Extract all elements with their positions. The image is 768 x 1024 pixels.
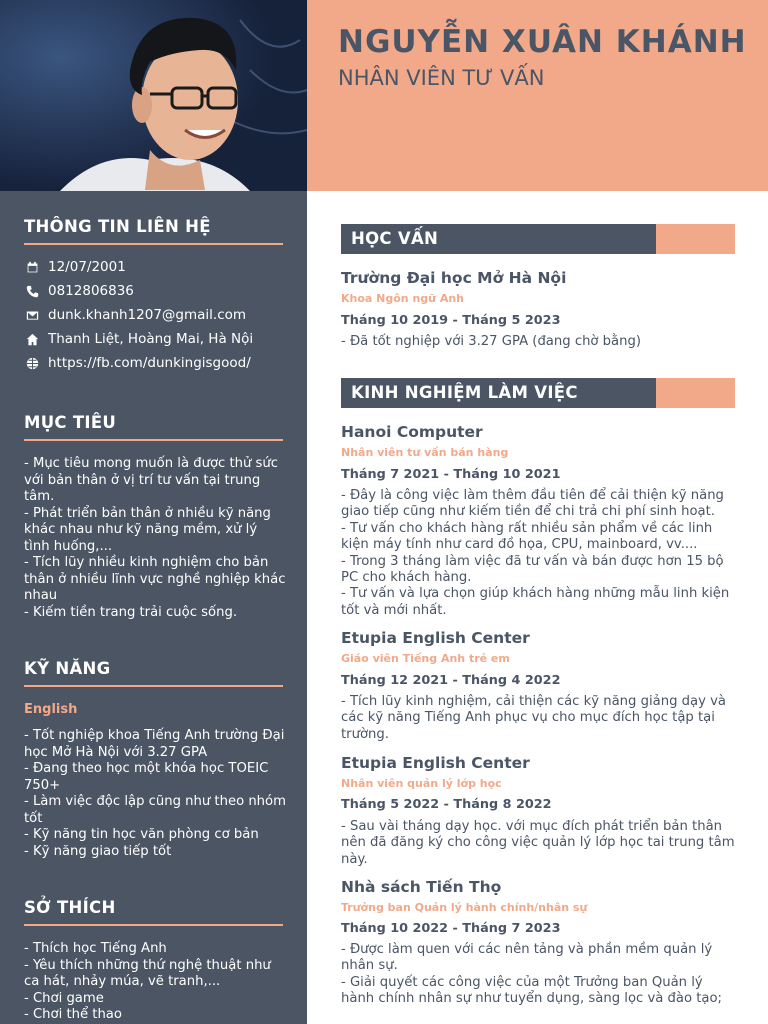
job-period: Tháng 5 2022 - Tháng 8 2022: [341, 797, 552, 812]
job-org: Nhà sách Tiến Thọ: [341, 878, 502, 896]
education-period: Tháng 10 2019 - Tháng 5 2023: [341, 313, 561, 328]
job-position: Nhân viên tư vấn bán hàng: [341, 446, 509, 459]
candidate-role: NHÂN VIÊN TƯ VẤN: [338, 66, 545, 90]
education-line: - Đã tốt nghiệp với 3.27 GPA (đang chờ bằng): [341, 334, 642, 349]
skill-line: - Làm việc độc lập cũng như theo nhóm tốt: [24, 794, 286, 826]
job-org: Hanoi Computer: [341, 423, 483, 441]
job-line: - Tư vấn cho khách hàng rất nhiều sản phẩm về các linh kiện máy tính như card đồ họa, CPU, mainboard, vv....: [341, 520, 713, 553]
objective-line: - Tích lũy nhiều kinh nghiệm cho bản thân ở nhiều lĩnh vực nghề nghiệp khác nhau: [24, 555, 286, 603]
skill-line: - Tốt nghiệp khoa Tiếng Anh trường Đại học Mở Hà Nội với 3.27 GPA: [24, 728, 285, 760]
education-faculty: Khoa Ngôn ngữ Anh: [341, 292, 465, 305]
experience-header-accent: [656, 378, 735, 408]
contact-divider: [24, 243, 283, 245]
skill-line: - Đang theo học một khóa học TOEIC 750+: [24, 761, 269, 793]
job-desc: [341, 942, 736, 1008]
job-desc: [341, 819, 736, 868]
globe-icon: [24, 355, 40, 371]
job-position: Trưởng ban Quản lý hành chính/nhân sự: [341, 901, 588, 914]
hobbies-title: SỞ THÍCH: [24, 898, 116, 917]
skill-line: - Kỹ năng giao tiếp tốt: [24, 843, 172, 859]
contact-phone: [24, 282, 134, 300]
phone-icon: [24, 283, 40, 299]
objective-text: [24, 456, 286, 621]
objective-title: MỤC TIÊU: [24, 413, 117, 432]
job-org: Etupia English Center: [341, 754, 530, 772]
job-line: - Giải quyết các công việc của một Trưởng ban Quản lý hành chính nhân sự như tuyển dụng, sàng lọc và đào tạo;: [341, 974, 723, 1007]
job-line: - Trong 3 tháng làm việc đã tư vấn và bán được hơn 15 bộ PC cho khách hàng.: [341, 553, 724, 586]
skill-line: - Kỹ năng tin học văn phòng cơ bản: [24, 827, 259, 842]
hobbies-text: [24, 941, 286, 1024]
job-org: Etupia English Center: [341, 629, 530, 647]
objective-line: - Kiếm tiền trang trải cuộc sống.: [24, 604, 238, 620]
hobby-line: - Chơi game: [24, 990, 104, 1006]
contact-address: [24, 330, 253, 348]
job-line: - Tư vấn và lựa chọn giúp khách hàng những mẫu linh kiện tốt và mới nhất.: [341, 586, 730, 618]
contact-email[interactable]: [24, 306, 246, 324]
job-line: - Được làm quen với các nên tảng và phần mềm quản lý nhân sự.: [341, 942, 713, 974]
skills-subtitle: English: [24, 702, 78, 717]
education-desc: [341, 334, 736, 350]
contact-title: THÔNG TIN LIÊN HỆ: [24, 217, 211, 236]
hobbies-divider: [24, 924, 283, 926]
education-title: HỌC VẤN: [351, 229, 439, 248]
job-desc: [341, 488, 736, 619]
objective-line: - Phát triển bản thân ở nhiều kỹ năng khác nhau như kỹ năng mềm, xử lý tình huống,...: [24, 505, 271, 554]
skills-text: [24, 728, 286, 860]
hobby-line: - Yêu thích những thứ nghệ thuật như ca hát, nhảy múa, vẽ tranh,...: [24, 957, 271, 989]
objective-line: - Mục tiêu mong muốn là được thử sức với bản thân ở vị trí tư vấn tại trung tâm.: [24, 456, 279, 504]
skills-title: KỸ NĂNG: [24, 659, 111, 678]
portrait-illustration: [0, 0, 307, 191]
candidate-name: NGUYỄN XUÂN KHÁNH: [338, 24, 747, 60]
job-line: - Đây là công việc làm thêm đầu tiên để cải thiện kỹ năng giao tiếp cũng như kiếm tiền để chi trả chi phí sinh hoạt.: [341, 488, 724, 520]
job-position: Giáo viên Tiếng Anh trẻ em: [341, 652, 510, 665]
hobby-line: - Chơi thể thao: [24, 1007, 122, 1022]
email-icon: [24, 307, 40, 323]
hobby-line: - Thích học Tiếng Anh: [24, 941, 167, 956]
experience-title: KINH NGHIỆM LÀM VIỆC: [351, 383, 578, 402]
birthday-text: 12/07/2001: [48, 259, 126, 275]
skills-divider: [24, 685, 283, 687]
address-text: Thanh Liệt, Hoàng Mai, Hà Nội: [48, 331, 254, 347]
job-period: Tháng 7 2021 - Tháng 10 2021: [341, 467, 561, 482]
phone-text: 0812806836: [48, 283, 134, 299]
job-period: Tháng 10 2022 - Tháng 7 2023: [341, 921, 561, 936]
contact-birthday: [24, 258, 126, 276]
contact-website[interactable]: [24, 354, 251, 372]
job-line: - Tích lũy kinh nghiệm, cải thiện các kỹ năng giảng dạy và các kỹ năng Tiếng Anh phục vụ cho mục đích học tập tại trường.: [341, 694, 726, 742]
calendar-icon: [24, 259, 40, 275]
home-icon: [24, 331, 40, 347]
email-text[interactable]: dunk.khanh1207@gmail.com: [48, 307, 247, 323]
objective-divider: [24, 439, 283, 441]
website-link[interactable]: https://fb.com/dunkingisgood/: [48, 355, 251, 371]
education-header-accent: [656, 224, 735, 254]
education-org: Trường Đại học Mở Hà Nội: [341, 269, 567, 287]
job-desc: [341, 694, 736, 743]
job-position: Nhân viên quản lý lớp học: [341, 777, 502, 790]
profile-photo: [0, 0, 307, 191]
job-line: - Sau vài tháng dạy học. với mục đích phát triển bản thân nên đã đăng ký cho công việc quản lý lớp học tai trung tâm này.: [341, 819, 735, 867]
job-period: Tháng 12 2021 - Tháng 4 2022: [341, 673, 561, 688]
